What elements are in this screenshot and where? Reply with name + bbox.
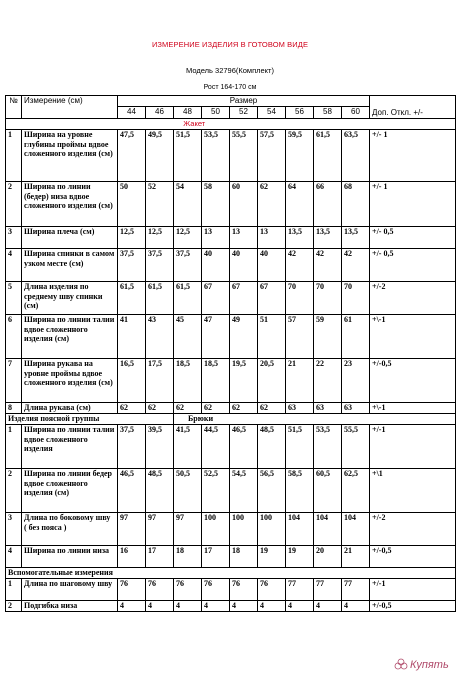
row-tolerance: +/-1	[370, 579, 456, 601]
row-value-size-58: 20	[314, 546, 342, 568]
row-value-size-46: 61,5	[146, 282, 174, 315]
row-value-size-60: 104	[342, 513, 370, 546]
header-tolerance: Доп. Откл. +/-	[370, 96, 456, 119]
row-value-size-56: 57	[286, 315, 314, 359]
row-tolerance: +/-0,5	[370, 359, 456, 403]
size-header-58: 58	[314, 107, 342, 119]
row-value-size-58: 13,5	[314, 227, 342, 249]
row-value-size-48: 4	[174, 601, 202, 612]
row-value-size-50: 67	[202, 282, 230, 315]
section-row	[6, 568, 456, 579]
table-row	[6, 403, 456, 414]
row-value-size-50: 4	[202, 601, 230, 612]
table-row	[6, 282, 456, 315]
header-number: №	[6, 96, 22, 119]
row-measurement-name: Ширина по линии низа	[22, 546, 118, 568]
table-row	[6, 469, 456, 513]
table-header-row	[6, 96, 456, 107]
row-value-size-48: 97	[174, 513, 202, 546]
row-measurement-name: Длина по шаговому шву	[22, 579, 118, 601]
size-header-52: 52	[230, 107, 258, 119]
row-value-size-56: 51,5	[286, 425, 314, 469]
model-label: Модель 32796(Комплект)	[186, 66, 274, 75]
table-row	[6, 513, 456, 546]
table-row	[6, 182, 456, 227]
site-logo	[392, 655, 454, 681]
row-value-size-52: 13	[230, 227, 258, 249]
row-measurement-name: Длина по боковому шву ( без пояса )	[22, 513, 118, 546]
row-tolerance: +/- 1	[370, 130, 456, 182]
row-tolerance: +\-1	[370, 315, 456, 359]
row-value-size-54: 62	[258, 403, 286, 414]
row-value-size-60: 70	[342, 282, 370, 315]
size-header-44: 44	[118, 107, 146, 119]
row-value-size-50: 76	[202, 579, 230, 601]
table-row	[6, 546, 456, 568]
row-value-size-44: 41	[118, 315, 146, 359]
row-tolerance: +/- 1	[370, 182, 456, 227]
row-measurement-name: Ширина на уровне глубины проймы вдвое сложенного изделия (см)	[22, 130, 118, 182]
row-value-size-52: 67	[230, 282, 258, 315]
row-value-size-46: 43	[146, 315, 174, 359]
row-number: 7	[6, 359, 22, 403]
row-value-size-46: 37,5	[146, 249, 174, 282]
row-value-size-54: 100	[258, 513, 286, 546]
row-number: 3	[6, 513, 22, 546]
section-subtitle: Брюки	[174, 414, 456, 425]
row-value-size-48: 50,5	[174, 469, 202, 513]
row-value-size-56: 58,5	[286, 469, 314, 513]
row-value-size-60: 13,5	[342, 227, 370, 249]
row-value-size-48: 45	[174, 315, 202, 359]
section-spacer	[6, 119, 22, 130]
header-measurement: Измерение (см)	[22, 96, 118, 119]
row-value-size-48: 61,5	[174, 282, 202, 315]
row-value-size-48: 18,5	[174, 359, 202, 403]
row-tolerance: +/-2	[370, 513, 456, 546]
row-value-size-48: 18	[174, 546, 202, 568]
row-value-size-58: 22	[314, 359, 342, 403]
row-value-size-48: 37,5	[174, 249, 202, 282]
row-value-size-60: 63	[342, 403, 370, 414]
document-title: ИЗМЕРЕНИЕ ИЗДЕЛИЯ В ГОТОВОМ ВИДЕ	[151, 40, 309, 49]
header-size: Размер	[118, 96, 370, 107]
row-value-size-52: 62	[230, 403, 258, 414]
row-value-size-56: 21	[286, 359, 314, 403]
size-header-56: 56	[286, 107, 314, 119]
row-measurement-name: Длина рукава (см)	[22, 403, 118, 414]
size-header-48: 48	[174, 107, 202, 119]
row-value-size-54: 56,5	[258, 469, 286, 513]
row-value-size-58: 63	[314, 403, 342, 414]
row-value-size-46: 97	[146, 513, 174, 546]
row-number: 2	[6, 182, 22, 227]
row-number: 1	[6, 579, 22, 601]
section-title: Изделия поясной группы	[6, 414, 174, 425]
row-value-size-48: 51,5	[174, 130, 202, 182]
measurement-table	[5, 95, 456, 612]
row-value-size-56: 77	[286, 579, 314, 601]
row-value-size-50: 17	[202, 546, 230, 568]
row-value-size-56: 70	[286, 282, 314, 315]
row-tolerance: +/- 0,5	[370, 227, 456, 249]
row-value-size-54: 67	[258, 282, 286, 315]
row-value-size-60: 62,5	[342, 469, 370, 513]
row-value-size-44: 37,5	[118, 249, 146, 282]
row-value-size-60: 77	[342, 579, 370, 601]
row-value-size-46: 4	[146, 601, 174, 612]
row-value-size-46: 52	[146, 182, 174, 227]
section-title: Жакет	[22, 119, 456, 130]
row-value-size-50: 13	[202, 227, 230, 249]
row-value-size-60: 63,5	[342, 130, 370, 182]
row-value-size-56: 19	[286, 546, 314, 568]
row-value-size-52: 100	[230, 513, 258, 546]
row-value-size-58: 53,5	[314, 425, 342, 469]
row-value-size-60: 23	[342, 359, 370, 403]
table-row	[6, 249, 456, 282]
row-number: 8	[6, 403, 22, 414]
row-value-size-52: 4	[230, 601, 258, 612]
row-value-size-58: 4	[314, 601, 342, 612]
row-measurement-name: Ширина по линии талии вдвое сложенного изделия (см)	[22, 315, 118, 359]
row-value-size-48: 41,5	[174, 425, 202, 469]
table-row	[6, 315, 456, 359]
row-number: 5	[6, 282, 22, 315]
row-value-size-46: 76	[146, 579, 174, 601]
row-value-size-50: 18,5	[202, 359, 230, 403]
row-value-size-48: 62	[174, 403, 202, 414]
row-value-size-58: 70	[314, 282, 342, 315]
row-value-size-50: 47	[202, 315, 230, 359]
row-value-size-46: 12,5	[146, 227, 174, 249]
row-value-size-44: 16	[118, 546, 146, 568]
row-tolerance: +/-0,5	[370, 546, 456, 568]
row-number: 4	[6, 249, 22, 282]
row-value-size-58: 42	[314, 249, 342, 282]
row-value-size-56: 59,5	[286, 130, 314, 182]
row-tolerance: +/-0,5	[370, 601, 456, 612]
row-measurement-name: Длина изделия по среднему шву спинки (см)	[22, 282, 118, 315]
row-value-size-56: 42	[286, 249, 314, 282]
logo-text: Купять	[410, 659, 449, 671]
row-value-size-56: 63	[286, 403, 314, 414]
row-value-size-54: 13	[258, 227, 286, 249]
size-header-54: 54	[258, 107, 286, 119]
row-value-size-46: 39,5	[146, 425, 174, 469]
row-value-size-60: 4	[342, 601, 370, 612]
row-value-size-56: 64	[286, 182, 314, 227]
size-header-60: 60	[342, 107, 370, 119]
row-value-size-52: 55,5	[230, 130, 258, 182]
row-value-size-58: 104	[314, 513, 342, 546]
row-number: 2	[6, 601, 22, 612]
row-value-size-54: 57,5	[258, 130, 286, 182]
row-value-size-46: 49,5	[146, 130, 174, 182]
height-label: Рост 164-170 см	[203, 84, 257, 91]
row-measurement-name: Ширина рукава на уровне проймы вдвое сложенного изделия (см)	[22, 359, 118, 403]
section-row	[6, 119, 456, 130]
flower-logo-icon	[394, 658, 408, 672]
row-measurement-name: Ширина спинки в самом узком месте (см)	[22, 249, 118, 282]
table-row	[6, 359, 456, 403]
row-value-size-50: 40	[202, 249, 230, 282]
row-value-size-44: 4	[118, 601, 146, 612]
row-value-size-52: 60	[230, 182, 258, 227]
row-value-size-52: 76	[230, 579, 258, 601]
row-number: 3	[6, 227, 22, 249]
row-value-size-54: 20,5	[258, 359, 286, 403]
row-number: 4	[6, 546, 22, 568]
row-value-size-46: 17,5	[146, 359, 174, 403]
table-row	[6, 425, 456, 469]
row-number: 6	[6, 315, 22, 359]
row-value-size-60: 61	[342, 315, 370, 359]
row-value-size-48: 12,5	[174, 227, 202, 249]
row-value-size-54: 4	[258, 601, 286, 612]
row-value-size-52: 19,5	[230, 359, 258, 403]
row-value-size-54: 48,5	[258, 425, 286, 469]
row-value-size-52: 40	[230, 249, 258, 282]
row-tolerance: +\1	[370, 469, 456, 513]
row-value-size-58: 61,5	[314, 130, 342, 182]
row-value-size-50: 58	[202, 182, 230, 227]
row-value-size-52: 18	[230, 546, 258, 568]
row-value-size-54: 40	[258, 249, 286, 282]
row-value-size-56: 13,5	[286, 227, 314, 249]
row-measurement-name: Ширина по линии бедер вдвое сложенного изделия (см)	[22, 469, 118, 513]
table-row	[6, 601, 456, 612]
row-value-size-44: 97	[118, 513, 146, 546]
row-value-size-50: 62	[202, 403, 230, 414]
row-value-size-60: 42	[342, 249, 370, 282]
row-value-size-44: 76	[118, 579, 146, 601]
row-value-size-58: 59	[314, 315, 342, 359]
row-measurement-name: Ширина по линии (бедер) низа вдвое сложенного изделия (см)	[22, 182, 118, 227]
row-value-size-48: 54	[174, 182, 202, 227]
row-value-size-44: 50	[118, 182, 146, 227]
row-value-size-44: 46,5	[118, 469, 146, 513]
table-row	[6, 579, 456, 601]
row-value-size-44: 12,5	[118, 227, 146, 249]
row-value-size-50: 100	[202, 513, 230, 546]
row-value-size-60: 68	[342, 182, 370, 227]
section-title: Вспомогательные измерения	[6, 568, 456, 579]
row-value-size-50: 53,5	[202, 130, 230, 182]
row-value-size-48: 76	[174, 579, 202, 601]
table-row	[6, 227, 456, 249]
row-value-size-54: 51	[258, 315, 286, 359]
row-number: 1	[6, 425, 22, 469]
row-tolerance: +\-1	[370, 403, 456, 414]
row-value-size-56: 4	[286, 601, 314, 612]
row-value-size-44: 37,5	[118, 425, 146, 469]
row-value-size-54: 76	[258, 579, 286, 601]
size-header-50: 50	[202, 107, 230, 119]
row-value-size-44: 61,5	[118, 282, 146, 315]
row-value-size-44: 47,5	[118, 130, 146, 182]
size-header-46: 46	[146, 107, 174, 119]
row-tolerance: +/-2	[370, 282, 456, 315]
row-value-size-58: 66	[314, 182, 342, 227]
row-tolerance: +/- 0,5	[370, 249, 456, 282]
row-value-size-46: 17	[146, 546, 174, 568]
row-value-size-50: 44,5	[202, 425, 230, 469]
row-measurement-name: Ширина плеча (см)	[22, 227, 118, 249]
row-number: 1	[6, 130, 22, 182]
row-value-size-60: 55,5	[342, 425, 370, 469]
row-value-size-54: 19	[258, 546, 286, 568]
row-value-size-46: 48,5	[146, 469, 174, 513]
table-row	[6, 130, 456, 182]
row-value-size-50: 52,5	[202, 469, 230, 513]
row-value-size-44: 16,5	[118, 359, 146, 403]
row-measurement-name: Ширина по линии талии вдвое сложенного изделия	[22, 425, 118, 469]
row-value-size-54: 62	[258, 182, 286, 227]
row-value-size-60: 21	[342, 546, 370, 568]
row-value-size-52: 49	[230, 315, 258, 359]
row-value-size-58: 77	[314, 579, 342, 601]
row-value-size-56: 104	[286, 513, 314, 546]
row-value-size-52: 46,5	[230, 425, 258, 469]
row-value-size-44: 62	[118, 403, 146, 414]
section-row	[6, 414, 456, 425]
row-tolerance: +/-1	[370, 425, 456, 469]
row-measurement-name: Подгибка низа	[22, 601, 118, 612]
row-number: 2	[6, 469, 22, 513]
row-value-size-46: 62	[146, 403, 174, 414]
row-value-size-58: 60,5	[314, 469, 342, 513]
row-value-size-52: 54,5	[230, 469, 258, 513]
